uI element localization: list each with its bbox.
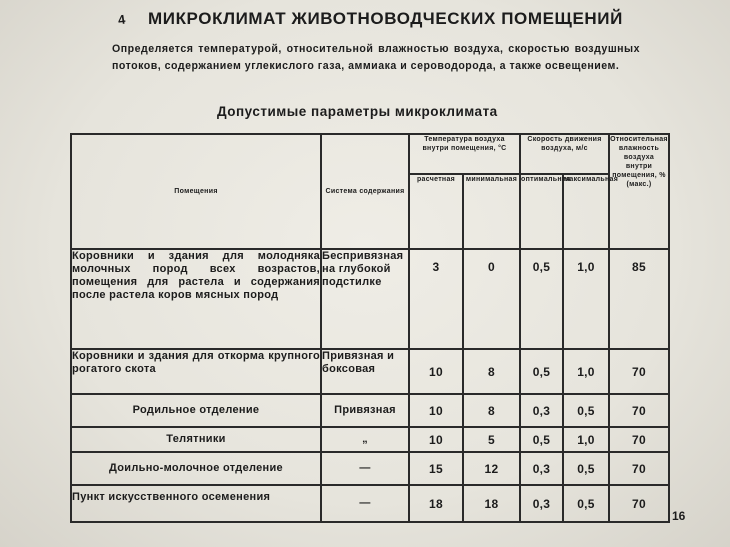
cell-speed-max: 1,0 [563,349,609,394]
header-speed-opt: оптимальная [520,174,563,249]
section-marker: 4 [116,11,127,28]
cell-humidity: 70 [609,452,669,485]
cell-system: Беспривязная на глубокой подстилке [321,249,409,349]
table-row [71,249,669,349]
page-number: 16 [672,509,686,523]
cell-temp-min: 8 [463,349,520,394]
cell-speed-max: 1,0 [563,427,609,452]
header-room: Помещения [71,134,321,249]
cell-speed-opt: 0,3 [520,394,563,427]
cell-temp-calc: 10 [409,427,463,452]
cell-temp-min: 8 [463,394,520,427]
cell-speed-opt: 0,3 [520,452,563,485]
microclimate-table [70,133,670,523]
cell-temp-calc: 10 [409,394,463,427]
cell-temp-min: 0 [463,249,520,349]
header-air-speed: Скорость движения воздуха, м/с [520,134,609,174]
cell-temp-min: 12 [463,452,520,485]
cell-humidity: 85 [609,249,669,349]
header-speed-max: максимальная [563,174,609,249]
cell-temp-calc: 3 [409,249,463,349]
cell-speed-max: 1,0 [563,249,609,349]
cell-system: — [321,485,409,522]
cell-humidity: 70 [609,349,669,394]
cell-room: Пункт искусственного осеменения [71,485,321,522]
cell-room: Родильное отделение [71,394,321,427]
cell-speed-max: 0,5 [563,485,609,522]
header-temperature: Температура воздуха внутри помещения, °С [409,134,520,174]
cell-system: Привязная [321,394,409,427]
header-humidity: Относительная влажность воздуха внутри помещения, % (макс.) [609,134,669,249]
cell-room: Коровники и здания для молодняка молочных пород всех возрастов, помещения для растела и содержания после растела коров мясных пород [71,249,321,349]
cell-humidity: 70 [609,427,669,452]
cell-temp-min: 5 [463,427,520,452]
cell-speed-opt: 0,5 [520,427,563,452]
cell-room: Телятники [71,427,321,452]
cell-room: Доильно-молочное отделение [71,452,321,485]
cell-speed-opt: 0,3 [520,485,563,522]
cell-temp-calc: 18 [409,485,463,522]
page-title: МИКРОКЛИМАТ ЖИВОТНОВОДЧЕСКИХ ПОМЕЩЕНИЙ [148,9,623,28]
cell-system: „ [321,427,409,452]
cell-speed-max: 0,5 [563,394,609,427]
cell-speed-opt: 0,5 [520,249,563,349]
table-row [71,485,669,522]
header-temp-min: минимальная [463,174,520,249]
cell-speed-max: 0,5 [563,452,609,485]
header-system: Система содержания [321,134,409,249]
table-row [71,394,669,427]
table-row [71,452,669,485]
cell-temp-calc: 10 [409,349,463,394]
table-row [71,349,669,394]
cell-temp-min: 18 [463,485,520,522]
intro-paragraph: Определяется температурой, относительной влажностью воздуха, скоростью воздушных потоков, содержанием углекислого газа, аммиака и сероводорода, а также освещением. [112,43,640,72]
table-row [71,427,669,452]
cell-temp-calc: 15 [409,452,463,485]
cell-system: Привязная и боксовая [321,349,409,394]
header-temp-calc: расчетная [409,174,463,249]
cell-speed-opt: 0,5 [520,349,563,394]
table-header-row [71,134,669,174]
cell-system: — [321,452,409,485]
cell-room: Коровники и здания для откорма крупного рогатого скота [71,349,321,394]
cell-humidity: 70 [609,394,669,427]
table-caption: Допустимые параметры микроклимата [217,104,498,119]
cell-humidity: 70 [609,485,669,522]
